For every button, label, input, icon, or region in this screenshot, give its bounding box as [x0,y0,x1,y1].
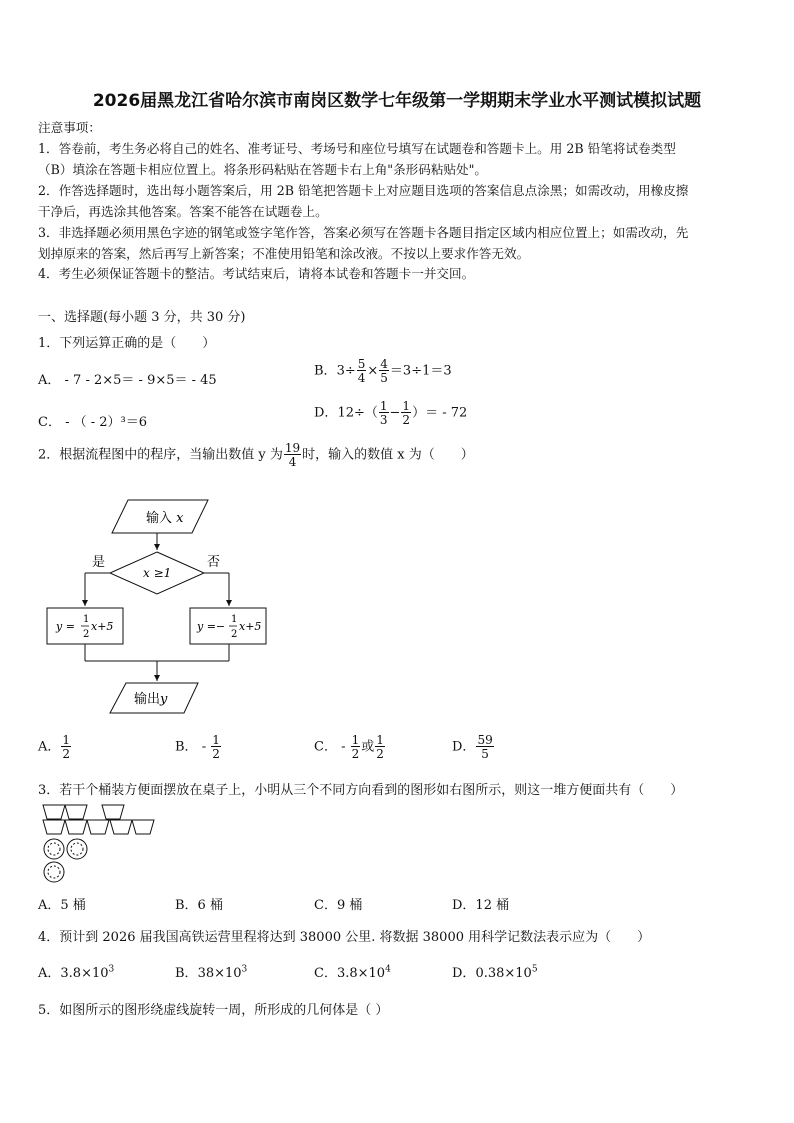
q4-option-c: C．$3.8\times 10^4$ [314,964,391,981]
q4-option-b: B．$38\times 10^3$ [175,964,248,981]
svg-text:2: 2 [231,629,238,640]
svg-text:y =: y = [56,620,75,633]
condition-label: x ≥1 [143,566,172,580]
svg-text:x+5: x+5 [239,620,262,633]
q2-option-a: A． $\frac{1}{2}$ [38,733,71,761]
q2-stem: 2．根据流程图中的程序，当输出数值 y 为 $\frac{19}{4}$ 时，输入的数值 x 为（ ） [38,441,474,469]
fraction: $\frac{5}{4}$ [357,357,366,385]
q1-option-a: A． - 7 - 2×5＝ - 9×5＝ - 45 [38,373,217,388]
q3-stem: 3．若干个桶装方便面摆放在桌子上，小明从三个不同方向看到的图形如右图所示，则这一堆方便面共有（ ） [38,783,684,798]
q1-stem: 1．下列运算正确的是（ ） [38,336,216,351]
yes-label: 是 [92,555,106,570]
q4-option-a: A．$3.8\times 10^3$ [38,964,115,981]
svg-text:x+5: x+5 [91,620,114,633]
notes-line: 划掉原来的答案，然后再写上新答案；不准使用铅笔和涂改液。不按以上要求作答无效。 [38,246,530,261]
q3-option-b: B．6 桶 [175,898,223,913]
fraction: $\frac{1}{2}$ [351,733,360,761]
top-view [44,839,87,882]
notes-line: （B）填涂在答题卡相应位置上。将条形码粘贴在答题卡右上角"条形码粘贴处"。 [38,162,488,177]
flowchart [40,495,280,720]
notes-line: 干净后，再选涂其他答案。答案不能答在试题卷上。 [38,204,328,219]
q3-option-c: C．9 桶 [314,898,363,913]
output-label: 输出y [134,692,168,707]
side-view [102,805,154,834]
svg-text:y =−: y =− [197,620,226,633]
fraction: $\frac{1}{2}$ [376,733,384,761]
q2-option-d: D． $\frac{59}{5}$ [452,733,493,761]
svg-text:1: 1 [231,614,238,625]
q2-option-b: B． - $\frac{1}{2}$ [175,733,220,761]
notes-line: 2．作答选择题时，选出每小题答案后，用 2B 铅笔把答题卡上对应题目选项的答案信息点涂黑；如需改动，用橡皮擦 [38,183,689,198]
fraction: $\frac{1}{2}$ [212,733,220,761]
exam-title: 2026届黑龙江省哈尔滨市南岗区数学七年级第一学期期末学业水平测试模拟试题 [92,91,702,111]
q4-option-d: D．$0.38\times 10^5$ [452,964,538,981]
q4-stem: 4．预计到 2026 届我国高铁运营里程将达到 38000 公里. 将数据 38000 用科学记数法表示应为（ ） [38,930,651,945]
section-heading: 一、选择题(每小题 3 分，共 30 分) [38,310,246,325]
front-view [43,805,109,834]
notes-line: 1．答卷前，考生务必将自己的姓名、准考证号、考场号和座位号填写在试题卷和答题卡上。用 2B 铅笔将试卷类型 [38,141,676,156]
fraction: $\frac{19}{4}$ [284,441,301,469]
svg-text:1: 1 [83,614,90,625]
q3-option-d: D．12 桶 [452,898,510,913]
q1-option-d: D．12÷（ $\frac{1}{3}$ − $\frac{1}{2}$ ）＝ - 72 [314,399,468,427]
fraction: $\frac{1}{3}$ [379,399,388,427]
q5-stem: 5．如图所示的图形绕虚线旋转一周，所形成的几何体是（ ） [38,1003,389,1018]
input-label: 输入 x [146,511,184,526]
svg-text:2: 2 [83,629,90,640]
fraction: $\frac{1}{2}$ [402,399,411,427]
notes-heading: 注意事项： [38,120,101,135]
notes-line: 4．考生必须保证答题卡的整洁。考试结束后，请将本试卷和答题卡一并交回。 [38,266,475,281]
q1-option-c: C． - （ - 2）³＝6 [38,415,148,430]
three-views-figure [40,803,160,885]
q1-option-b: B．3÷ $\frac{5}{4}$ × $\frac{4}{5}$ ＝3÷1＝3 [314,357,452,385]
no-label: 否 [207,555,221,570]
notes-line: 3．非选择题必须用黑色字迹的钢笔或签字笔作答，答案必须写在答题卡各题目指定区域内相应位置上；如需改动，先 [38,225,689,240]
fraction: $\frac{1}{2}$ [62,733,71,761]
fraction: $\frac{59}{5}$ [477,733,493,761]
q2-option-c: C． - $\frac{1}{2}$ 或 $\frac{1}{2}$ [314,733,384,761]
fraction: $\frac{4}{5}$ [380,357,388,385]
q3-option-a: A．5 桶 [38,898,86,913]
